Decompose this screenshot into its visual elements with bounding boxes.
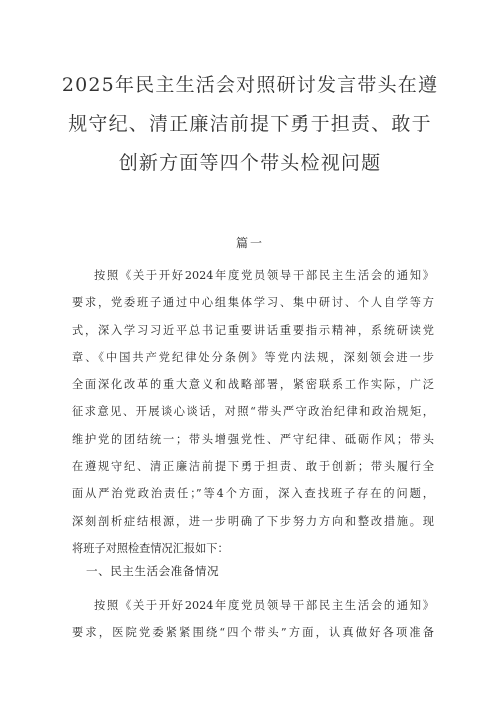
paragraph-line: 要求，医院党委紧紧围绕“四个带头”方面，认真做好各项准备 (72, 626, 434, 640)
part-heading: 篇一 (235, 236, 264, 250)
title-line: 2025年民主生活会对照研讨发言带头在遵 (61, 74, 439, 96)
paragraph-line: 章、《中国共产党纪律处分条例》等党内法规，深刻领会进一步 (72, 350, 434, 364)
paragraph-line: 维护党的团结统一；带头增强党性、严守纪律、砥砺作风；带头 (72, 432, 434, 446)
paragraph-1 (72, 262, 434, 562)
paragraph-line: 在遵规守纪、清正廉洁前提下勇于担责、敢于创新；带头履行全 (72, 460, 434, 474)
paragraph-line: 深刻剖析症结根源，进一步明确了下步努力方向和整改措施。现 (72, 514, 434, 528)
paragraph-line: 要求，党委班子通过中心组集体学习、集中研讨、个人自学等方 (72, 296, 434, 310)
document-title (60, 66, 440, 183)
paragraph-line: 全面深化改革的重大意义和战略部署，紧密联系工作实际，广泛 (72, 378, 434, 392)
title-line: 创新方面等四个带头检视问题 (118, 152, 382, 174)
paragraph-line: 将班子对照检查情况汇报如下： (72, 541, 229, 555)
paragraph-line: 征求意见、开展谈心谈话，对照“带头严守政治纪律和政治规矩， (72, 405, 434, 419)
paragraph-2 (72, 592, 434, 647)
section-heading: 一、民主生活会准备情况 (86, 564, 220, 578)
paragraph-line: 按照《关于开好2024年度党员领导干部民主生活会的通知》 (94, 599, 434, 612)
title-line: 规守纪、清正廉洁前提下勇于担责、敢于 (68, 113, 432, 135)
paragraph-line: 式，深入学习习近平总书记重要讲话重要指示精神，系统研读党 (72, 323, 434, 337)
paragraph-line: 按照《关于开好2024年度党员领导干部民主生活会的通知》 (94, 269, 434, 282)
paragraph-line: 面从严治党政治责任；”等4个方面，深入查找班子存在的问题， (72, 487, 434, 501)
